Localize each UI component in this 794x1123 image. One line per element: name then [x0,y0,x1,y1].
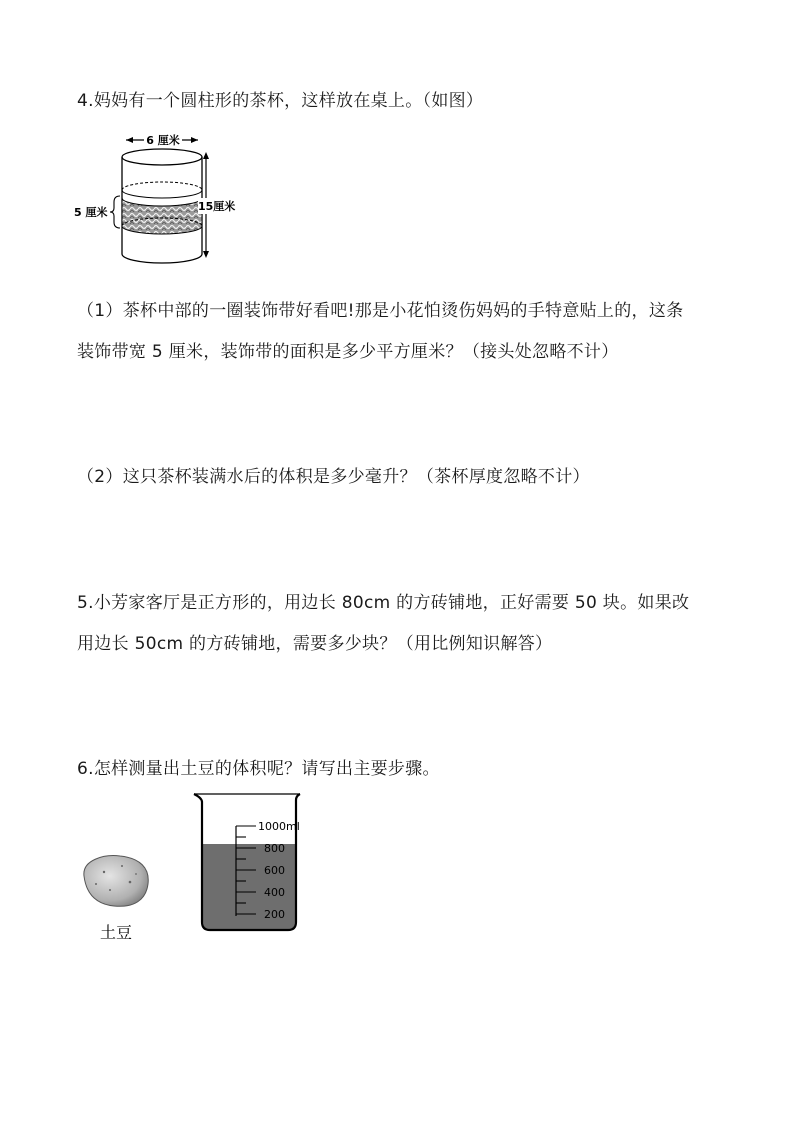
scale-label-1000: 1000ml [258,820,300,833]
q5-line2: 用边长 50cm 的方砖铺地，需要多少块？（用比例知识解答） [77,634,553,654]
q4-part1-line2: 装饰带宽 5 厘米，装饰带的面积是多少平方厘米？（接头处忽略不计） [77,342,619,362]
potato-label: 土豆 [99,923,133,942]
potato-figure [74,852,158,944]
height-label: 15厘米 [198,200,236,213]
scale-label-800: 800 [264,842,285,855]
q5-line1: 5.小芳家客厅是正方形的，用边长 80cm 的方砖铺地，正好需要 50 块。如果改 [77,593,690,613]
beaker-figure [188,788,308,936]
band-label: 5 厘米 [74,206,108,219]
band-brace [110,196,120,228]
cup-top-ellipse [122,149,202,165]
q6-title: 6.怎样测量出土豆的体积呢？请写出主要步骤。 [77,759,440,779]
scale-label-400: 400 [264,886,285,899]
decorative-band [122,198,202,234]
q4-part1-line1: （1）茶杯中部的一圈装饰带好看吧!那是小花怕烫伤妈妈的手特意贴上的，这条 [77,301,684,321]
scale-label-600: 600 [264,864,285,877]
scale-label-200: 200 [264,908,285,921]
diameter-label: 6 厘米 [146,134,180,147]
q4-part2: （2）这只茶杯装满水后的体积是多少毫升？（茶杯厚度忽略不计） [77,467,590,487]
potato-icon [84,856,148,907]
q4-title: 4.妈妈有一个圆柱形的茶杯，这样放在桌上。（如图） [77,91,484,111]
teacup-figure [74,128,254,273]
